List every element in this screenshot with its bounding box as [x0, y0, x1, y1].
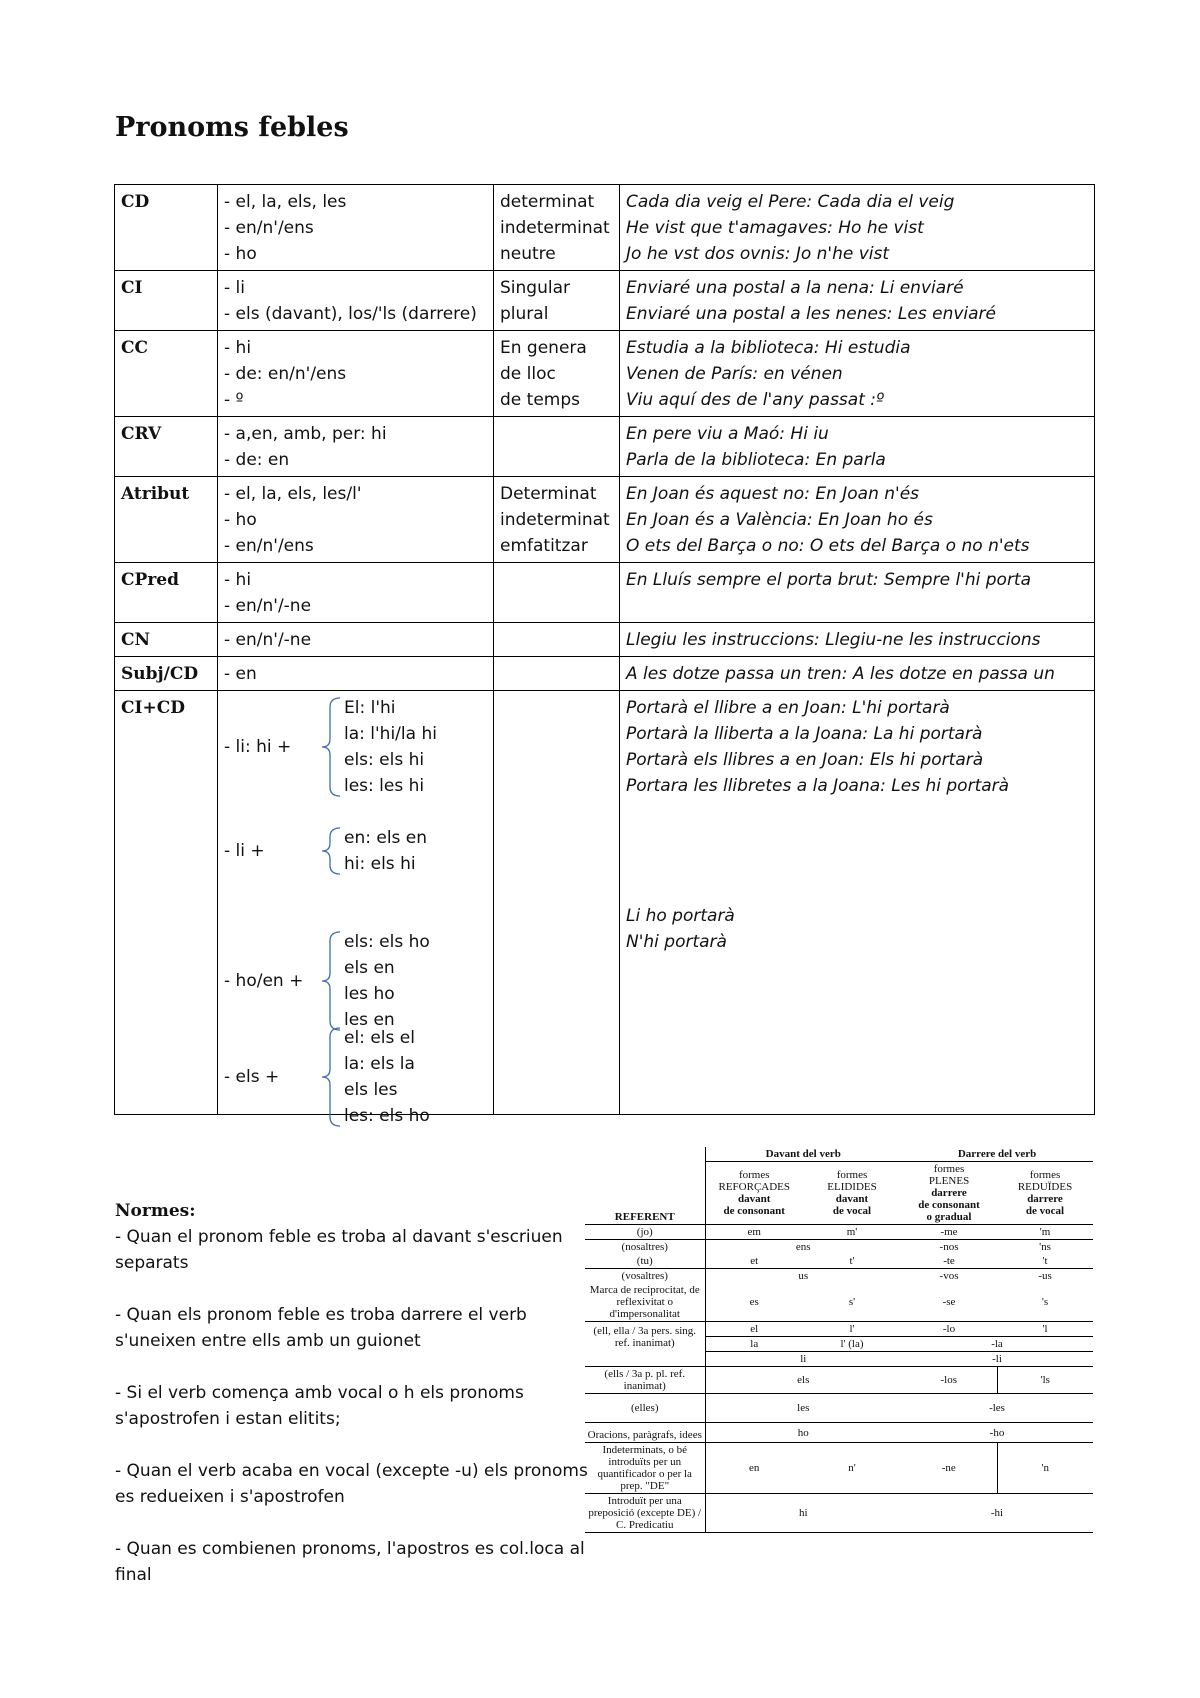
ref-cell: -los [901, 1367, 997, 1394]
combo-lead: - li: hi + [224, 737, 292, 757]
norm-item: - Quan els pronom feble es troba darrere el verb s'uneixen entre ells amb un guionet [115, 1305, 527, 1351]
ref-cell: et [705, 1254, 803, 1269]
row-examples [620, 563, 1095, 623]
ref-cell: el [705, 1322, 803, 1337]
cell-line: En Joan és aquest no: En Joan n'és [626, 484, 920, 504]
row-type [494, 331, 620, 417]
ref-cell: -lo [901, 1322, 997, 1337]
row-category: CPred [115, 563, 218, 623]
cell-line: Portarà la lliberta a la Joana: La hi portarà [626, 724, 983, 744]
cell-line: En Joan és a València: En Joan ho és [626, 510, 933, 530]
ref-cell: -li [901, 1352, 1093, 1367]
norm-item: - Si el verb comença amb vocal o h els pronoms s'apostrofen i estan elitits; [115, 1383, 524, 1429]
row-examples [620, 477, 1095, 563]
cell-line: indeterminat [500, 510, 610, 530]
row-category: CI [115, 271, 218, 331]
ref-cell: hi [705, 1494, 901, 1533]
cell-line: - en/n'/ens [224, 536, 314, 556]
row-forms [218, 271, 494, 331]
cell-line: En pere viu a Maó: Hi iu [626, 424, 829, 444]
ref-cell: ens [705, 1240, 901, 1255]
ref-cell: -vos [901, 1269, 997, 1284]
cell-line: Determinat [500, 484, 597, 504]
ref-cell: -se [942, 1296, 956, 1308]
ref-cell: em [705, 1225, 803, 1240]
combo-group [224, 825, 484, 877]
row-category: CN [115, 623, 218, 657]
brace-icon [318, 1025, 342, 1129]
cell-line: Enviaré una postal a la nena: Li enviaré [626, 278, 964, 298]
ref-cell: (ells / 3a p. pl. ref. inanimat) [604, 1368, 686, 1392]
row-forms [218, 331, 494, 417]
ref-cell: m' [846, 1226, 858, 1238]
ref-cell: (nosaltres) [585, 1240, 705, 1255]
combo-options [344, 695, 437, 799]
ref-cell: els [705, 1367, 901, 1394]
ref-cell: (ell, ella / 3a pers. sing. ref. inanimat) [585, 1322, 705, 1352]
ref-cell: -te [943, 1255, 955, 1267]
row-forms [218, 477, 494, 563]
cell-line: de lloc [500, 364, 556, 384]
ref-cell: l' [803, 1322, 901, 1337]
ref-cell: (elles) [585, 1394, 705, 1423]
combo-option: els en [344, 958, 395, 978]
combo-lead: - ho/en + [224, 971, 304, 991]
ref-cell [585, 1352, 705, 1367]
cell-line: - hi [224, 338, 252, 358]
cell-line: - el, la, els, les/l' [224, 484, 362, 504]
row-examples [620, 331, 1095, 417]
combo-group [224, 1025, 484, 1129]
row-category: CD [115, 185, 218, 271]
pronoun-table [114, 184, 1095, 1126]
ref-cell: (jo) [636, 1226, 653, 1238]
norms-section [115, 1198, 590, 1614]
ref-cell: la [705, 1337, 803, 1352]
cell-line: - ho [224, 510, 257, 530]
group-before-header: Davant del verb [705, 1147, 901, 1162]
cell-line: - el, la, els, les [224, 192, 347, 212]
row-category: Subj/CD [115, 657, 218, 691]
row-examples [620, 623, 1095, 657]
cell-line: - en/n'/-ne [224, 596, 312, 616]
ref-cell: -nos [901, 1240, 997, 1255]
row-forms [218, 623, 494, 657]
cell-line: neutre [500, 244, 556, 264]
cell-line: - en/n'/-ne [224, 630, 312, 650]
ref-corner [585, 1147, 705, 1162]
cell-line: Estudia a la biblioteca: Hi estudia [626, 338, 911, 358]
cell-line: - en/n'/ens [224, 218, 314, 238]
ref-cell: us [705, 1269, 901, 1284]
ref-cell: -us [997, 1269, 1093, 1284]
combo-group [224, 929, 484, 1033]
ref-cell: -les [901, 1394, 1093, 1423]
row-type [494, 691, 620, 1115]
cell-line: - els (davant), los/'ls (darrere) [224, 304, 477, 324]
cell-line: Portarà els llibres a en Joan: Els hi portarà [626, 750, 984, 770]
table-row [115, 623, 1095, 657]
row-type [494, 657, 620, 691]
cell-line: - de: en/n'/ens [224, 364, 347, 384]
cell-line: Viu aquí des de l'any passat :º [626, 390, 885, 410]
cell-line: Portarà el llibre a en Joan: L'hi portarà [626, 698, 950, 718]
cell-line: - º [224, 390, 244, 410]
combo-option: el: els el [344, 1028, 415, 1048]
ref-cell: 't [1042, 1255, 1048, 1267]
row-type [494, 563, 620, 623]
cell-line: Li ho portarà [626, 906, 735, 926]
combo-option: els: els hi [344, 750, 425, 770]
row-category: CRV [115, 417, 218, 477]
cell-line: Venen de París: en vénen [626, 364, 843, 384]
cell-line: emfatitzar [500, 536, 588, 556]
ref-cell: Oracions, paràgrafs, idees [585, 1423, 705, 1443]
ref-cell: 'ns [997, 1240, 1093, 1255]
cell-line: - a,en, amb, per: hi [224, 424, 387, 444]
reference-table [585, 1147, 1093, 1533]
combo-options [344, 1025, 430, 1129]
row-forms [218, 185, 494, 271]
table-row [115, 271, 1095, 331]
combo-group [224, 695, 484, 799]
row-category: CC [115, 331, 218, 417]
group-after-header: Darrere del verb [957, 1148, 1037, 1160]
ref-cell: -la [901, 1337, 1093, 1352]
combo-option: les: els ho [344, 1106, 430, 1126]
row-forms [218, 563, 494, 623]
row-examples [620, 657, 1095, 691]
ref-cell: s' [848, 1296, 856, 1308]
row-category: CI+CD [115, 691, 218, 1115]
page-title: Pronoms febles [115, 112, 349, 143]
cell-line: - hi [224, 570, 252, 590]
ref-cell: 'm [1039, 1226, 1051, 1238]
combo-option: les en [344, 1010, 395, 1030]
col-header: formes ELIDIDES davant de vocal [803, 1162, 901, 1225]
row-examples [620, 185, 1095, 271]
row-type [494, 271, 620, 331]
ref-cell: es [705, 1283, 803, 1322]
row-examples [620, 271, 1095, 331]
row-type [494, 417, 620, 477]
norm-item: - Quan el verb acaba en vocal (excepte -u) els pronoms es redueixen i s'apostrofen [115, 1461, 588, 1507]
combo-option: El: l'hi [344, 698, 396, 718]
norms-heading: Normes: [115, 1201, 196, 1221]
row-examples [620, 417, 1095, 477]
cell-line: de temps [500, 390, 580, 410]
brace-icon [318, 695, 342, 799]
brace-icon [318, 929, 342, 1033]
combo-lead: - li + [224, 841, 265, 861]
col-header: formes REFORÇADES davant de consonant [705, 1162, 803, 1225]
ref-cell: (tu) [636, 1255, 653, 1267]
ref-cell: -me [940, 1226, 958, 1238]
table-row [115, 477, 1095, 563]
cell-line: O ets del Barça o no: O ets del Barça o no n'ets [626, 536, 1030, 556]
row-type [494, 623, 620, 657]
ref-cell: 'ls [1040, 1374, 1050, 1386]
brace-icon [318, 825, 342, 877]
row-forms [218, 417, 494, 477]
combo-options [344, 825, 427, 877]
ref-cell: en [705, 1443, 803, 1494]
table-row [115, 657, 1095, 691]
table-row [115, 331, 1095, 417]
row-forms [218, 691, 494, 1126]
ref-cell: t' [849, 1255, 855, 1267]
cell-line: - de: en [224, 450, 290, 470]
ref-cell: n' [803, 1443, 901, 1494]
combo-options [344, 929, 430, 1033]
combo-option: la: l'hi/la hi [344, 724, 437, 744]
ref-cell: -ne [901, 1443, 997, 1494]
cell-line: Jo he vst dos ovnis: Jo n'he vist [626, 244, 890, 264]
row-examples [620, 691, 1095, 1115]
row-forms [218, 657, 494, 691]
combo-option: la: els la [344, 1054, 415, 1074]
table-row [115, 691, 1095, 1115]
cell-line: - li [224, 278, 245, 298]
ref-cell: Marca de reciprocitat, de reflexivitat o d'impersonalitat [589, 1284, 700, 1320]
cell-line: Portara les llibretes a la Joana: Les hi portarà [626, 776, 1010, 796]
ref-cell: -hi [901, 1494, 1093, 1533]
cell-line: Llegiu les instruccions: Llegiu-ne les instruccions [626, 630, 1041, 650]
cell-line: determinat [500, 192, 595, 212]
norm-item: - Quan es combienen pronoms, l'apostros es col.loca al final [115, 1539, 585, 1585]
ref-cell: 'l [997, 1322, 1093, 1337]
table-row [115, 563, 1095, 623]
cell-line: A les dotze passa un tren: A les dotze en passa un [626, 664, 1055, 684]
cell-line: indeterminat [500, 218, 610, 238]
cell-line: - ho [224, 244, 257, 264]
combo-option: els les [344, 1080, 398, 1100]
row-type [494, 185, 620, 271]
row-category: Atribut [115, 477, 218, 563]
combo-option: les: les hi [344, 776, 425, 796]
ref-cell: Introduït per una preposició (excepte DE) / C. Predicatiu [585, 1494, 705, 1533]
col-header: formes REDUÏDES darrere de vocal [997, 1162, 1093, 1225]
table-row [115, 417, 1095, 477]
cell-line: Singular [500, 278, 570, 298]
cell-line: Parla de la biblioteca: En parla [626, 450, 886, 470]
cell-line: plural [500, 304, 549, 324]
ref-cell: 's [1041, 1296, 1049, 1308]
ref-cell: l' (la) [803, 1337, 901, 1352]
referent-label: REFERENT [614, 1211, 675, 1223]
ref-cell: -ho [901, 1423, 1093, 1443]
ref-cell: 'n [997, 1443, 1093, 1494]
ref-cell: li [705, 1352, 901, 1367]
norm-item: - Quan el pronom feble es troba al davant s'escriuen separats [115, 1227, 563, 1273]
ref-cell: Indeterminats, o bé introduïts per un quantificador o per la prep. "DE" [585, 1443, 705, 1494]
combo-option: les ho [344, 984, 395, 1004]
row-type [494, 477, 620, 563]
cell-line: - en [224, 664, 257, 684]
ref-cell: les [705, 1394, 901, 1423]
table-row [115, 185, 1095, 271]
combo-lead: - els + [224, 1067, 280, 1087]
cell-line: N'hi portarà [626, 932, 727, 952]
cell-line: He vist que t'amagaves: Ho he vist [626, 218, 924, 238]
cell-line: Enviaré una postal a les nenes: Les enviaré [626, 304, 996, 324]
cell-line: En genera [500, 338, 587, 358]
combo-option: en: els en [344, 828, 428, 848]
ref-cell: (vosaltres) [585, 1269, 705, 1284]
col-header: formes PLENES darrere de consonant o gradual [901, 1162, 997, 1225]
cell-line: Cada dia veig el Pere: Cada dia el veig [626, 192, 955, 212]
combo-option: els: els ho [344, 932, 430, 952]
ref-cell: ho [705, 1423, 901, 1443]
cell-line: En Lluís sempre el porta brut: Sempre l'hi porta [626, 570, 1032, 590]
combo-option: hi: els hi [344, 854, 416, 874]
